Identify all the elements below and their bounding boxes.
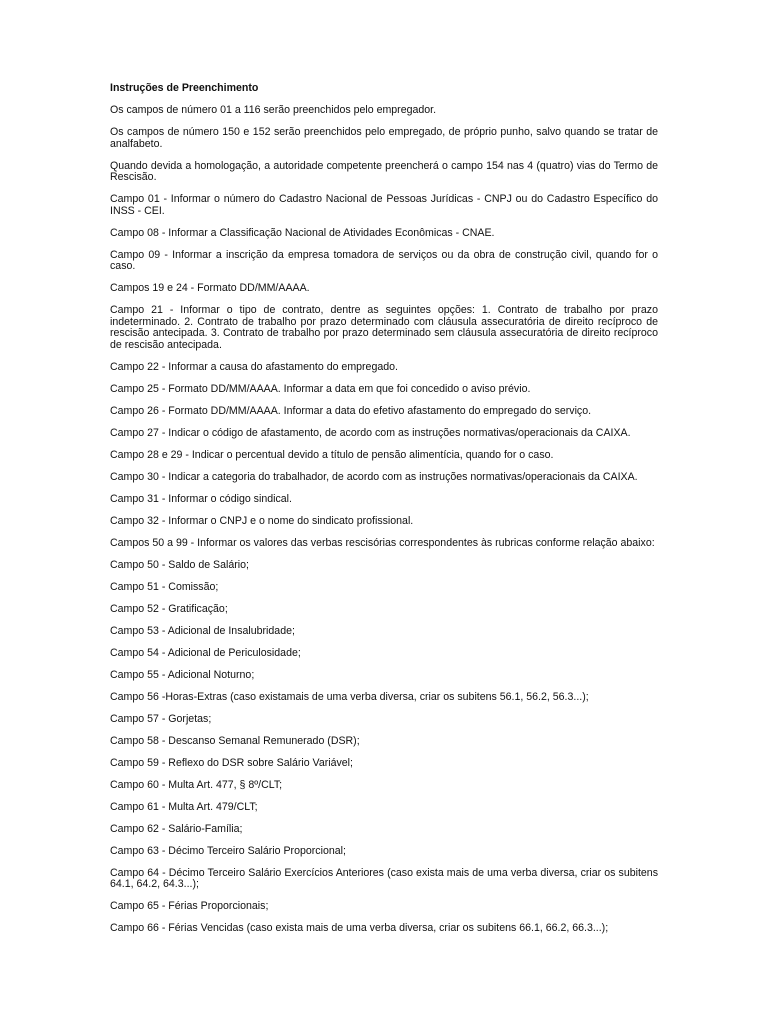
- list-item: Campo 61 - Multa Art. 479/CLT;: [110, 800, 258, 813]
- paragraph: Campo 01 - Informar o número do Cadastro Nacional de Pessoas Jurídicas - CNPJ ou do Cadastro Específico do INSS - CEI.: [110, 193, 658, 217]
- paragraph: Campo 25 - Formato DD/MM/AAAA. Informar a data em que foi concedido o aviso prévio.: [110, 383, 531, 395]
- paragraph: Campo 31 - Informar o código sindical.: [110, 492, 292, 505]
- list-item: Campo 65 - Férias Proporcionais;: [110, 900, 269, 913]
- document-title: Instruções de Preenchimento: [110, 82, 259, 94]
- list-item: Campo 58 - Descanso Semanal Remunerado (DSR);: [110, 734, 360, 747]
- paragraph: Campo 21 - Informar o tipo de contrato, dentre as seguintes opções: 1. Contrato de trabalho por prazo indeterminado. 2. Contrato de trabalho por prazo determinado com cláusula assecuratória de direito recíproco de rescisão antecipada. 3. Contrato de trabalho por prazo determinado sem cláusula assecuratória de direito recíproco de rescisão antecipada.: [110, 304, 658, 352]
- paragraph: Campo 27 - Indicar o código de afastamento, de acordo com as instruções normativas/operacionais da CAIXA.: [110, 426, 631, 439]
- list-item: Campo 52 - Gratificação;: [110, 602, 228, 615]
- list-item: Campo 62 - Salário-Família;: [110, 822, 243, 835]
- paragraph: Campo 09 - Informar a inscrição da empresa tomadora de serviços ou da obra de construção civil, quando for o caso.: [110, 248, 658, 273]
- paragraph: Campo 30 - Indicar a categoria do trabalhador, de acordo com as instruções normativas/operacionais da CAIXA.: [110, 470, 638, 483]
- paragraph: Campo 26 - Formato DD/MM/AAAA. Informar a data do efetivo afastamento do empregado do serviço.: [110, 404, 592, 417]
- list-item: Campo 54 - Adicional de Periculosidade;: [110, 646, 301, 659]
- paragraph: Campo 28 e 29 - Indicar o percentual devido a título de pensão alimentícia, quando for o caso.: [110, 448, 554, 461]
- list-item: Campo 66 - Férias Vencidas (caso exista mais de uma verba diversa, criar os subitens 66.1, 66.2, 66.3...);: [110, 922, 609, 935]
- list-item: Campo 55 - Adicional Noturno;: [110, 668, 255, 681]
- document-page: [110, 83, 658, 945]
- paragraph: Campos 50 a 99 - Informar os valores das verbas rescisórias correspondentes às rubricas conforme relação abaixo:: [110, 536, 655, 549]
- paragraph: Campo 22 - Informar a causa do afastamento do empregado.: [110, 361, 398, 374]
- list-item: Campo 56 -Horas-Extras (caso existamais de uma verba diversa, criar os subitens 56.1, 56.2, 56.3...);: [110, 690, 589, 703]
- list-item: Campo 63 - Décimo Terceiro Salário Proporcional;: [110, 844, 346, 857]
- paragraph: Os campos de número 01 a 116 serão preenchidos pelo empregador.: [110, 103, 437, 116]
- list-item: Campo 53 - Adicional de Insalubridade;: [110, 624, 295, 637]
- list-item: Campo 64 - Décimo Terceiro Salário Exercícios Anteriores (caso exista mais de uma verba diversa, criar os subitens 64.1, 64.2, 64.3...);: [110, 866, 658, 891]
- paragraph: Campo 32 - Informar o CNPJ e o nome do sindicato profissional.: [110, 514, 414, 527]
- list-item: Campo 50 - Saldo de Salário;: [110, 558, 249, 571]
- list-item: Campo 57 - Gorjetas;: [110, 712, 212, 725]
- paragraph: Campo 08 - Informar a Classificação Nacional de Atividades Econômicas - CNAE.: [110, 226, 495, 239]
- list-item: Campo 51 - Comissão;: [110, 580, 219, 593]
- paragraph: Campos 19 e 24 - Formato DD/MM/AAAA.: [110, 282, 310, 295]
- paragraph: Os campos de número 150 e 152 serão preenchidos pelo empregado, de próprio punho, salvo quando se tratar de analfabeto.: [110, 125, 658, 150]
- list-item: Campo 59 - Reflexo do DSR sobre Salário Variável;: [110, 756, 353, 769]
- list-item: Campo 60 - Multa Art. 477, § 8º/CLT;: [110, 778, 283, 791]
- paragraph: Quando devida a homologação, a autoridade competente preencherá o campo 154 nas 4 (quatro) vias do Termo de Rescisão.: [110, 159, 658, 184]
